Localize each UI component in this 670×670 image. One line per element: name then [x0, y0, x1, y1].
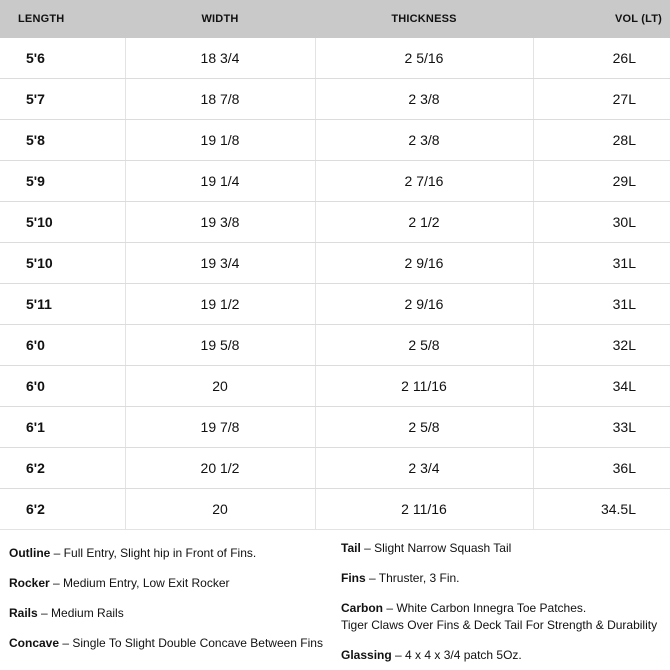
cell-volume: 30L	[533, 202, 670, 243]
cell-length: 6'0	[0, 325, 125, 366]
cell-length: 5'11	[0, 284, 125, 325]
cell-length: 6'1	[0, 407, 125, 448]
table-body	[0, 38, 670, 530]
header-volume: VOL (LT)	[533, 0, 670, 38]
table-row	[0, 366, 670, 407]
cell-thickness: 2 5/8	[315, 325, 533, 366]
cell-length: 5'7	[0, 79, 125, 120]
cell-volume: 34L	[533, 366, 670, 407]
cell-thickness: 2 9/16	[315, 243, 533, 284]
cell-thickness: 2 7/16	[315, 161, 533, 202]
cell-thickness: 2 3/8	[315, 79, 533, 120]
note-outline	[9, 546, 256, 561]
note-text: – Slight Narrow Squash Tail	[360, 541, 512, 555]
cell-length: 5'6	[0, 38, 125, 79]
cell-width: 19 3/4	[125, 243, 315, 284]
cell-volume: 27L	[533, 79, 670, 120]
cell-width: 20	[125, 489, 315, 530]
cell-volume: 33L	[533, 407, 670, 448]
table-row	[0, 448, 670, 489]
cell-thickness: 2 11/16	[315, 489, 533, 530]
note-text: – Medium Entry, Low Exit Rocker	[49, 576, 230, 590]
note-label: Outline	[9, 546, 51, 560]
cell-length: 6'2	[0, 489, 125, 530]
note-rails	[9, 606, 124, 621]
note-label: Fins	[341, 571, 366, 585]
table-row	[0, 38, 670, 79]
cell-volume: 31L	[533, 243, 670, 284]
note-text: – Medium Rails	[37, 606, 124, 620]
cell-length: 5'10	[0, 202, 125, 243]
cell-volume: 29L	[533, 161, 670, 202]
table-header	[0, 0, 670, 38]
cell-thickness: 2 3/4	[315, 448, 533, 489]
note-carbon	[341, 601, 586, 616]
cell-volume: 36L	[533, 448, 670, 489]
cell-thickness: 2 11/16	[315, 366, 533, 407]
cell-thickness: 2 5/8	[315, 407, 533, 448]
cell-width: 19 3/8	[125, 202, 315, 243]
table-row	[0, 407, 670, 448]
table-row	[0, 161, 670, 202]
note-label: Tail	[341, 541, 361, 555]
note-tail	[341, 541, 511, 556]
note-glassing	[341, 648, 522, 663]
cell-width: 18 7/8	[125, 79, 315, 120]
cell-thickness: 2 5/16	[315, 38, 533, 79]
cell-length: 5'10	[0, 243, 125, 284]
cell-width: 19 7/8	[125, 407, 315, 448]
table-row	[0, 284, 670, 325]
cell-length: 5'8	[0, 120, 125, 161]
cell-width: 20	[125, 366, 315, 407]
header-thickness: THICKNESS	[315, 0, 533, 38]
cell-volume: 26L	[533, 38, 670, 79]
header-length: LENGTH	[0, 0, 125, 38]
table-row	[0, 243, 670, 284]
note-text: – 4 x 4 x 3/4 patch 5Oz.	[391, 648, 522, 662]
cell-thickness: 2 3/8	[315, 120, 533, 161]
cell-width: 19 5/8	[125, 325, 315, 366]
note-label: Carbon	[341, 601, 383, 615]
cell-volume: 34.5L	[533, 489, 670, 530]
note-text: – White Carbon Innegra Toe Patches.	[383, 601, 587, 615]
cell-volume: 31L	[533, 284, 670, 325]
cell-width: 20 1/2	[125, 448, 315, 489]
table-row	[0, 489, 670, 530]
note-text: – Full Entry, Slight hip in Front of Fins.	[50, 546, 257, 560]
note-text: – Thruster, 3 Fin.	[365, 571, 460, 585]
cell-width: 19 1/2	[125, 284, 315, 325]
cell-length: 6'0	[0, 366, 125, 407]
table-row	[0, 202, 670, 243]
cell-length: 6'2	[0, 448, 125, 489]
cell-length: 5'9	[0, 161, 125, 202]
cell-volume: 28L	[533, 120, 670, 161]
note-label: Rails	[9, 606, 38, 620]
cell-width: 19 1/4	[125, 161, 315, 202]
table-row	[0, 120, 670, 161]
cell-thickness: 2 9/16	[315, 284, 533, 325]
note-carbon-continued: Tiger Claws Over Fins & Deck Tail For Strength & Durability	[341, 618, 658, 632]
cell-volume: 32L	[533, 325, 670, 366]
note-label: Rocker	[9, 576, 50, 590]
note-text: – Single To Slight Double Concave Between Fins	[59, 636, 323, 650]
cell-width: 18 3/4	[125, 38, 315, 79]
cell-width: 19 1/8	[125, 120, 315, 161]
cell-thickness: 2 1/2	[315, 202, 533, 243]
table-row	[0, 325, 670, 366]
note-rocker	[9, 576, 230, 591]
note-label: Glassing	[341, 648, 392, 662]
note-label: Concave	[9, 636, 60, 650]
note-concave	[9, 636, 323, 651]
note-fins	[341, 571, 460, 586]
table-row	[0, 79, 670, 120]
header-row	[0, 0, 670, 38]
header-width: WIDTH	[125, 0, 315, 38]
